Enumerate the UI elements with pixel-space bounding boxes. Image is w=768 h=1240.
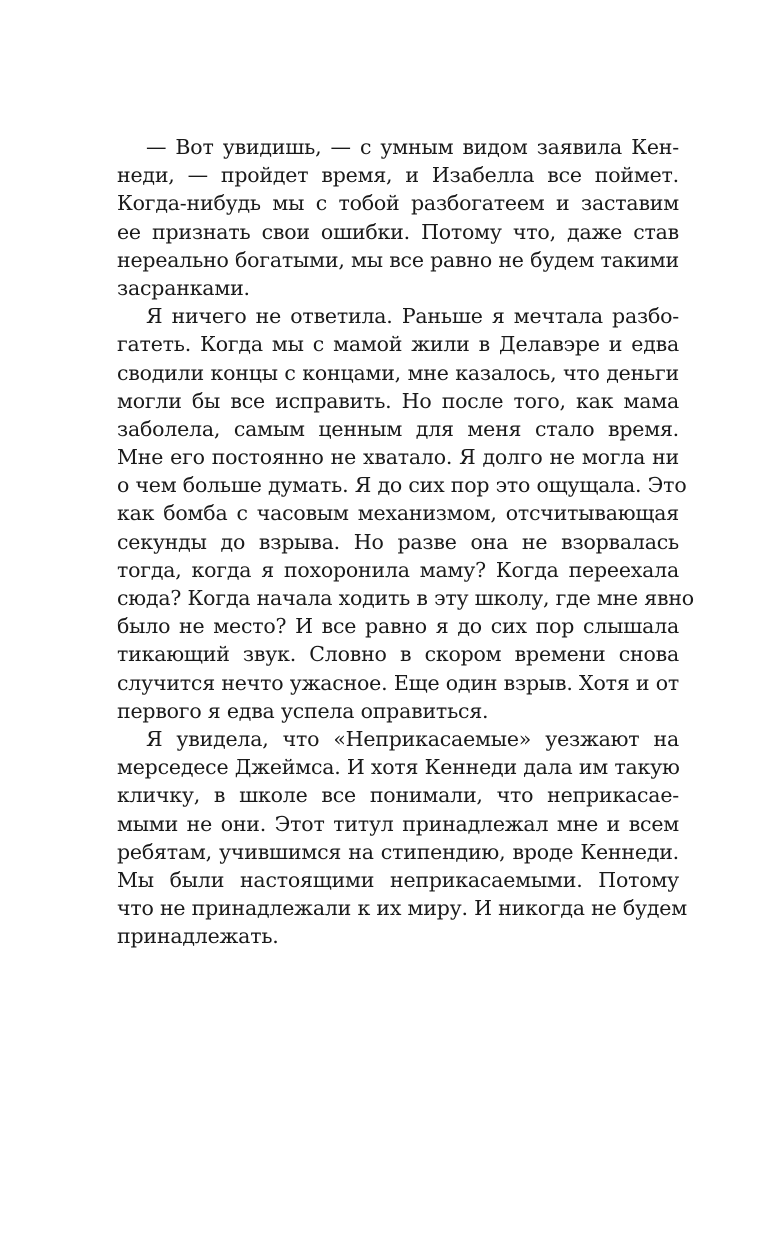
text-line: было не место? И все равно я до сих пор слышала bbox=[117, 614, 679, 639]
text-line: как бомба с часовым механизмом, отсчитывающая bbox=[117, 501, 679, 526]
text-line: случится нечто ужасное. Еще один взрыв. Хотя и от bbox=[117, 670, 679, 695]
text-line: Я увидела, что «Неприкасаемые» уезжают на bbox=[146, 726, 679, 751]
text-line: принадлежать. bbox=[117, 924, 279, 949]
text-line: заболела, самым ценным для меня стало время. bbox=[117, 416, 679, 441]
text-line: ребятам, учившимся на стипендию, вроде Кеннеди. bbox=[117, 839, 679, 864]
text-line: сюда? Когда начала ходить в эту школу, где мне явно bbox=[117, 586, 694, 610]
text-line: гатеть. Когда мы с мамой жили в Делавэре и едва bbox=[117, 332, 679, 357]
text-line: ее признать свои ошибки. Потому что, даже став bbox=[117, 219, 679, 244]
text-line: Когда-нибудь мы с тобой разбогатеем и заставим bbox=[117, 191, 679, 216]
body-text bbox=[117, 133, 694, 950]
text-line: неди, — пройдет время, и Изабелла все поймет. bbox=[117, 163, 679, 188]
text-line: — Вот увидишь, — с умным видом заявила Кен- bbox=[146, 135, 679, 159]
paragraph-3 bbox=[117, 725, 687, 951]
text-line: что не принадлежали к их миру. И никогда не будем bbox=[117, 896, 687, 921]
text-line: мерседесе Джеймса. И хотя Кеннеди дала им такую bbox=[117, 755, 680, 780]
text-line: мыми не они. Этот титул принадлежал мне и всем bbox=[117, 811, 679, 836]
text-line: Мне его постоянно не хватало. Я долго не могла ни bbox=[117, 445, 679, 470]
text-line: тогда, когда я похоронила маму? Когда переехала bbox=[117, 557, 679, 582]
text-line: первого я едва успела оправиться. bbox=[117, 698, 489, 723]
text-line: о чем больше думать. Я до сих пор это ощущала. Это bbox=[117, 473, 687, 498]
text-line: кличку, в школе все понимали, что неприкасае- bbox=[117, 783, 679, 808]
text-line: засранками. bbox=[117, 275, 250, 300]
text-line: Мы были настоящими неприкасаемыми. Потому bbox=[117, 867, 679, 892]
text-line: нереально богатыми, мы все равно не будем такими bbox=[117, 247, 679, 272]
text-line: сводили концы с концами, мне казалось, что деньги bbox=[117, 360, 679, 385]
text-line: секунды до взрыва. Но разве она не взорвалась bbox=[117, 529, 679, 554]
paragraph-1 bbox=[117, 133, 679, 302]
paragraph-2 bbox=[117, 302, 694, 725]
text-line: Я ничего не ответила. Раньше я мечтала разбо- bbox=[146, 304, 679, 329]
text-line: тикающий звук. Словно в скором времени снова bbox=[117, 642, 679, 667]
text-line: могли бы все исправить. Но после того, как мама bbox=[117, 388, 679, 413]
